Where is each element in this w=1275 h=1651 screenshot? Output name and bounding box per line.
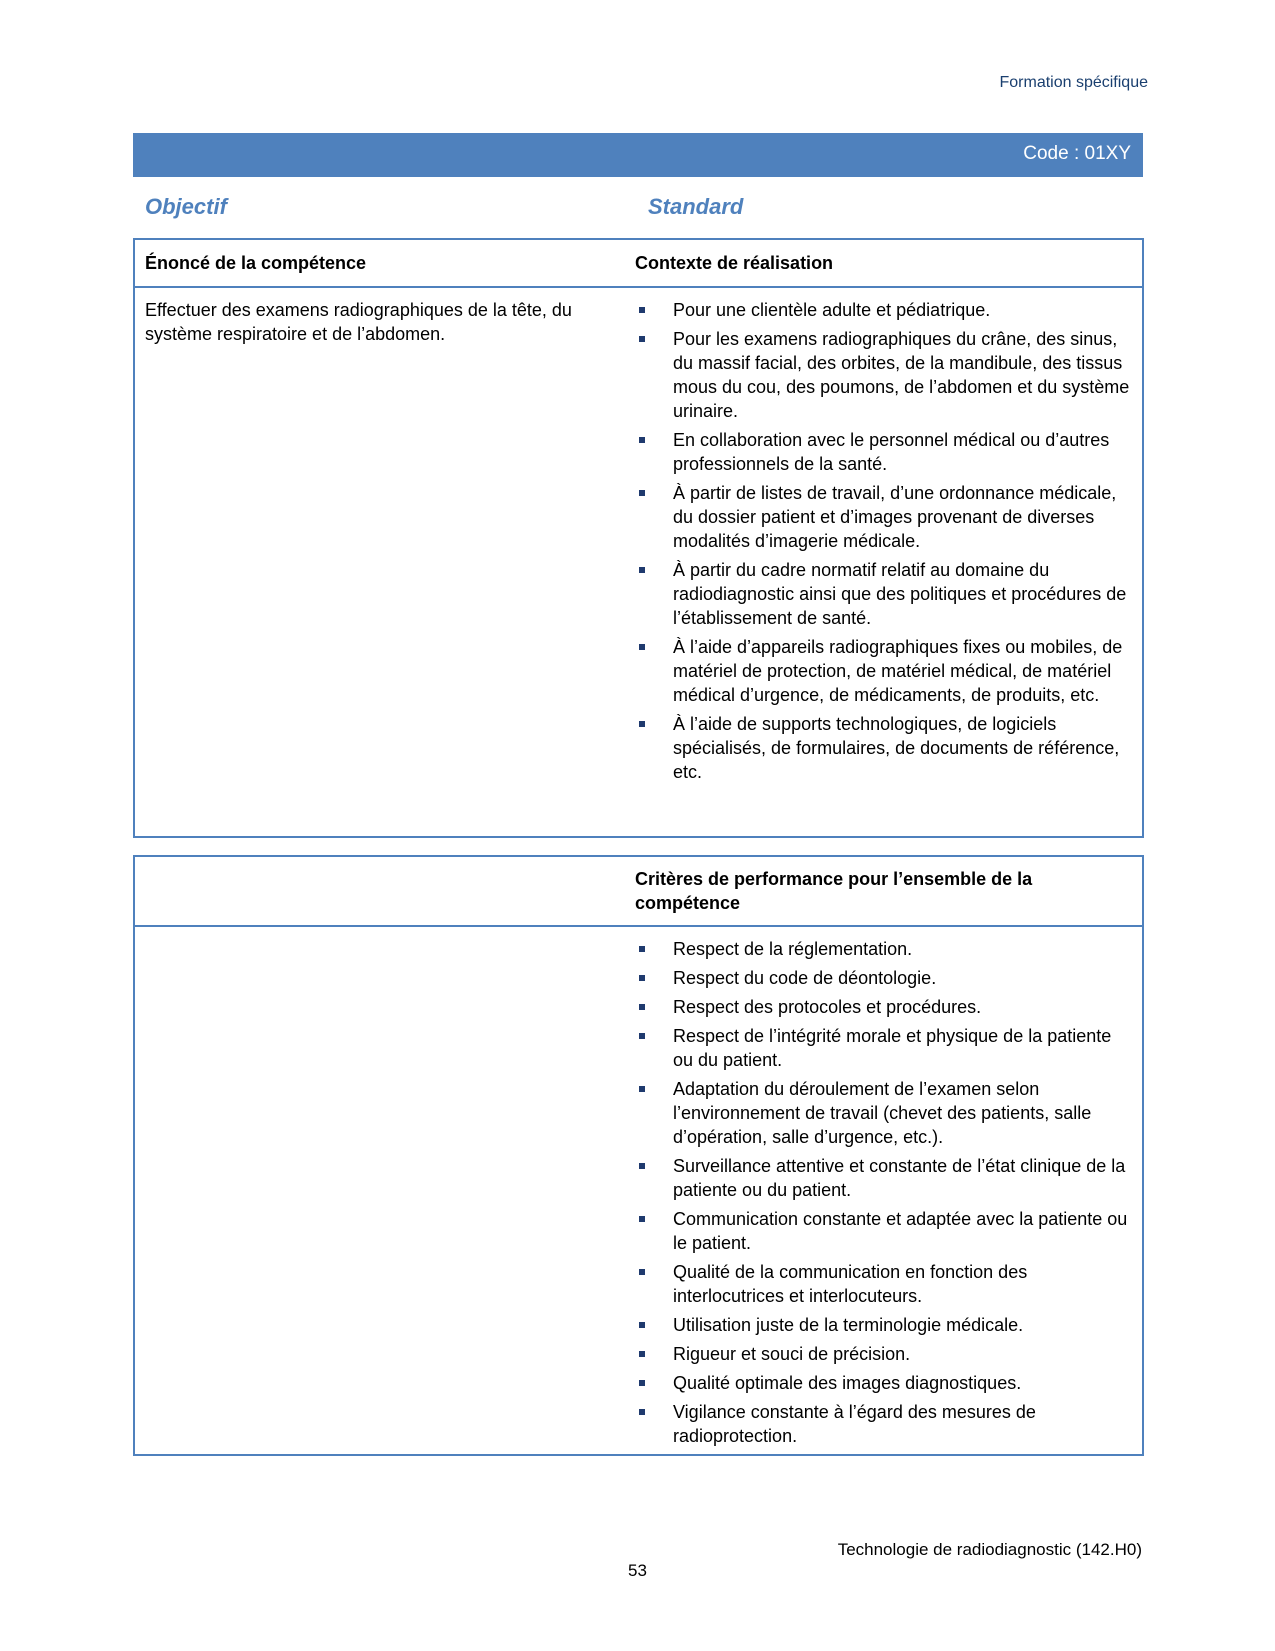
- list-item: Pour les examens radiographiques du crâne, des sinus, du massif facial, des orbites, de la mandibule, des tissus mous du cou, des poumons, de l’abdomen et du système urinaire.: [635, 327, 1132, 423]
- list-item: Qualité optimale des images diagnostiques.: [635, 1371, 1132, 1395]
- list-item: Respect du code de déontologie.: [635, 966, 1132, 990]
- table-header-row: [135, 857, 1142, 927]
- table-header-row: [135, 240, 1142, 288]
- list-item: En collaboration avec le personnel médical ou d’autres professionnels de la santé.: [635, 428, 1132, 476]
- bullet-icon: [639, 644, 645, 650]
- section-standard: Standard: [648, 194, 744, 219]
- enonce-header: Énoncé de la compétence: [145, 253, 367, 273]
- bullet-icon: [639, 307, 645, 313]
- list-item: À partir de listes de travail, d’une ordonnance médicale, du dossier patient et d’images provenant de diverses modalités d’imagerie médicale.: [635, 481, 1132, 553]
- list-item: Qualité de la communication en fonction des interlocutrices et interlocuteurs.: [635, 1260, 1132, 1308]
- footer-program: Technologie de radiodiagnostic (142.H0): [837, 1540, 1142, 1559]
- code-bar: [133, 133, 1143, 177]
- list-item: Respect des protocoles et procédures.: [635, 995, 1132, 1019]
- competency-code: Code : 01XY: [1023, 143, 1131, 164]
- table-body-row: [135, 927, 1142, 1454]
- program-label: Formation spécifique: [999, 74, 1148, 91]
- page-number: 53: [628, 1561, 647, 1580]
- bullet-icon: [639, 1351, 645, 1357]
- competency-table: [133, 238, 1144, 838]
- section-objectif: Objectif: [145, 194, 227, 219]
- bullet-icon: [639, 437, 645, 443]
- bullet-icon: [639, 946, 645, 952]
- table-body-row: [135, 288, 1142, 836]
- bullet-icon: [639, 1322, 645, 1328]
- list-item: Respect de la réglementation.: [635, 937, 1132, 961]
- bullet-icon: [639, 1086, 645, 1092]
- list-item: À partir du cadre normatif relatif au domaine du radiodiagnostic ainsi que des politiques et procédures de l’établissement de santé.: [635, 558, 1132, 630]
- bullet-icon: [639, 336, 645, 342]
- bullet-icon: [639, 1033, 645, 1039]
- bullet-icon: [639, 567, 645, 573]
- list-item: Pour une clientèle adulte et pédiatrique.: [635, 298, 1132, 322]
- bullet-icon: [639, 975, 645, 981]
- bullet-icon: [639, 1163, 645, 1169]
- bullet-icon: [639, 490, 645, 496]
- bullet-icon: [639, 1380, 645, 1386]
- criteres-header: Critères de performance pour l’ensemble de la compétence: [635, 869, 1033, 913]
- list-item: Respect de l’intégrité morale et physique de la patiente ou du patient.: [635, 1024, 1132, 1072]
- bullet-icon: [639, 1216, 645, 1222]
- list-item: Communication constante et adaptée avec la patiente ou le patient.: [635, 1207, 1132, 1255]
- list-item: À l’aide de supports technologiques, de logiciels spécialisés, de formulaires, de documents de référence, etc.: [635, 712, 1132, 784]
- list-item: À l’aide d’appareils radiographiques fixes ou mobiles, de matériel de protection, de matériel médical, de matériel médical d’urgence, de médicaments, de produits, etc.: [635, 635, 1132, 707]
- list-item: Utilisation juste de la terminologie médicale.: [635, 1313, 1132, 1337]
- contexte-list: [635, 298, 1132, 784]
- bullet-icon: [639, 1409, 645, 1415]
- contexte-header: Contexte de réalisation: [635, 253, 834, 273]
- criteres-list: [635, 937, 1132, 1448]
- list-item: Adaptation du déroulement de l’examen selon l’environnement de travail (chevet des patients, salle d’opération, salle d’urgence, etc.).: [635, 1077, 1132, 1149]
- bullet-icon: [639, 721, 645, 727]
- criteria-table: [133, 855, 1144, 1456]
- bullet-icon: [639, 1269, 645, 1275]
- bullet-icon: [639, 1004, 645, 1010]
- list-item: Surveillance attentive et constante de l’état clinique de la patiente ou du patient.: [635, 1154, 1132, 1202]
- list-item: Vigilance constante à l’égard des mesures de radioprotection.: [635, 1400, 1132, 1448]
- enonce-text: Effectuer des examens radiographiques de la tête, du système respiratoire et de l’abdomen.: [145, 300, 572, 344]
- list-item: Rigueur et souci de précision.: [635, 1342, 1132, 1366]
